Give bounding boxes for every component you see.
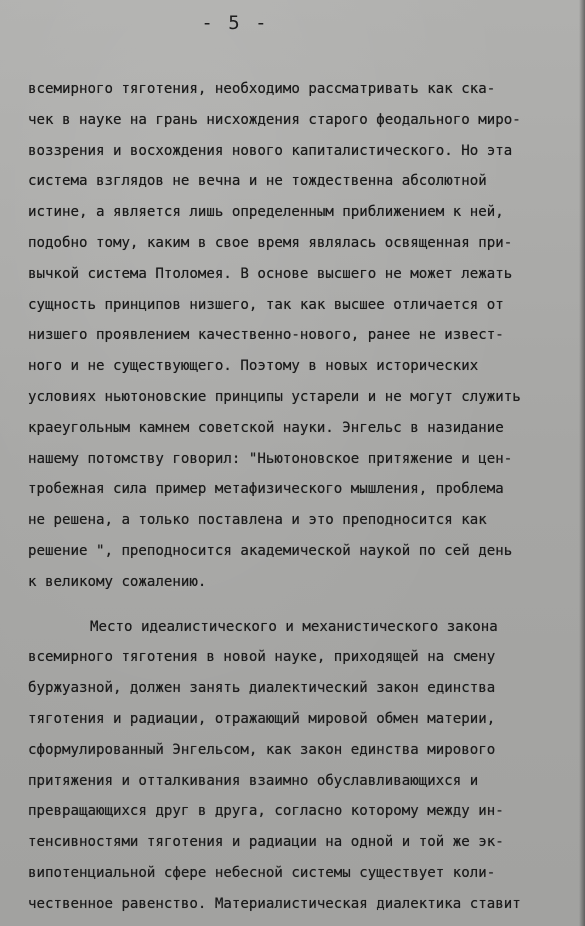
text-line: превращающихся друг в друга, согласно которому между ин- — [28, 803, 504, 820]
text-line: всемирного тяготения, необходимо рассматривать как ска- — [28, 81, 496, 97]
text-line: чек в науке на грань нисхождения старого феодального миро- — [28, 111, 521, 128]
text-line: тяготения и радиации, отражающий мировой обмен материи, — [28, 710, 496, 727]
text-line: воззрения и восхождения нового капиталистического. Но эта — [28, 142, 513, 159]
paragraph-gap — [28, 598, 583, 612]
text-line: сформулированный Энгельсом, как закон единства мирового — [28, 741, 496, 758]
text-line: система взглядов не вечна и не тождественна абсолютной — [28, 173, 487, 190]
text-line: не решена, а только поставлена и это преподносится как — [28, 512, 487, 529]
page-number: - 5 - — [201, 12, 269, 34]
text-line: ного и не существующего. Поэтому в новых исторических — [28, 358, 479, 375]
paragraph-2 — [28, 612, 583, 920]
text-line: решение ", преподносится академической наукой по сей день — [28, 542, 513, 559]
text-line: подобно тому, каким в свое время являлась освященная при- — [28, 234, 513, 251]
text-line: низшего проявлением качественно-нового, ранее не извест- — [28, 327, 504, 344]
text-line: вычкой система Птоломея. В основе высшего не может лежать — [28, 265, 513, 282]
paragraph-1 — [28, 74, 583, 598]
text-line: чественное равенство. Материалистическая диалектика ставит — [28, 895, 521, 912]
text-line: истине, а является лишь определенным приближением к ней, — [28, 204, 504, 221]
text-line: условиях ньютоновские принципы устарели и не могут служить — [28, 388, 521, 405]
text-line: тробежная сила пример метафизического мышления, проблема — [28, 481, 504, 498]
text-line: буржуазной, должен занять диалектический закон единства — [28, 680, 496, 697]
text-line: Место идеалистического и механистического закона — [90, 618, 498, 635]
text-line: краеугольным камнем советской науки. Энгельс в назидание — [28, 419, 504, 436]
document-body — [28, 74, 583, 920]
text-line: нашему потомству говорил: "Ньютоновское притяжение и цен- — [28, 450, 513, 467]
text-line: тенсивностями тяготения и радиации на одной и той же эк- — [28, 834, 504, 851]
text-line: притяжения и отталкивания взаимно обуславливающихся и — [28, 772, 479, 789]
text-line: всемирного тяготения в новой науке, приходящей на смену — [28, 649, 496, 666]
text-line: випотенциальной сфере небесной системы существует коли- — [28, 864, 496, 881]
text-line: к великому сожалению. — [28, 573, 207, 590]
text-line: сущность принципов низшего, так как высшее отличается от — [28, 296, 504, 313]
